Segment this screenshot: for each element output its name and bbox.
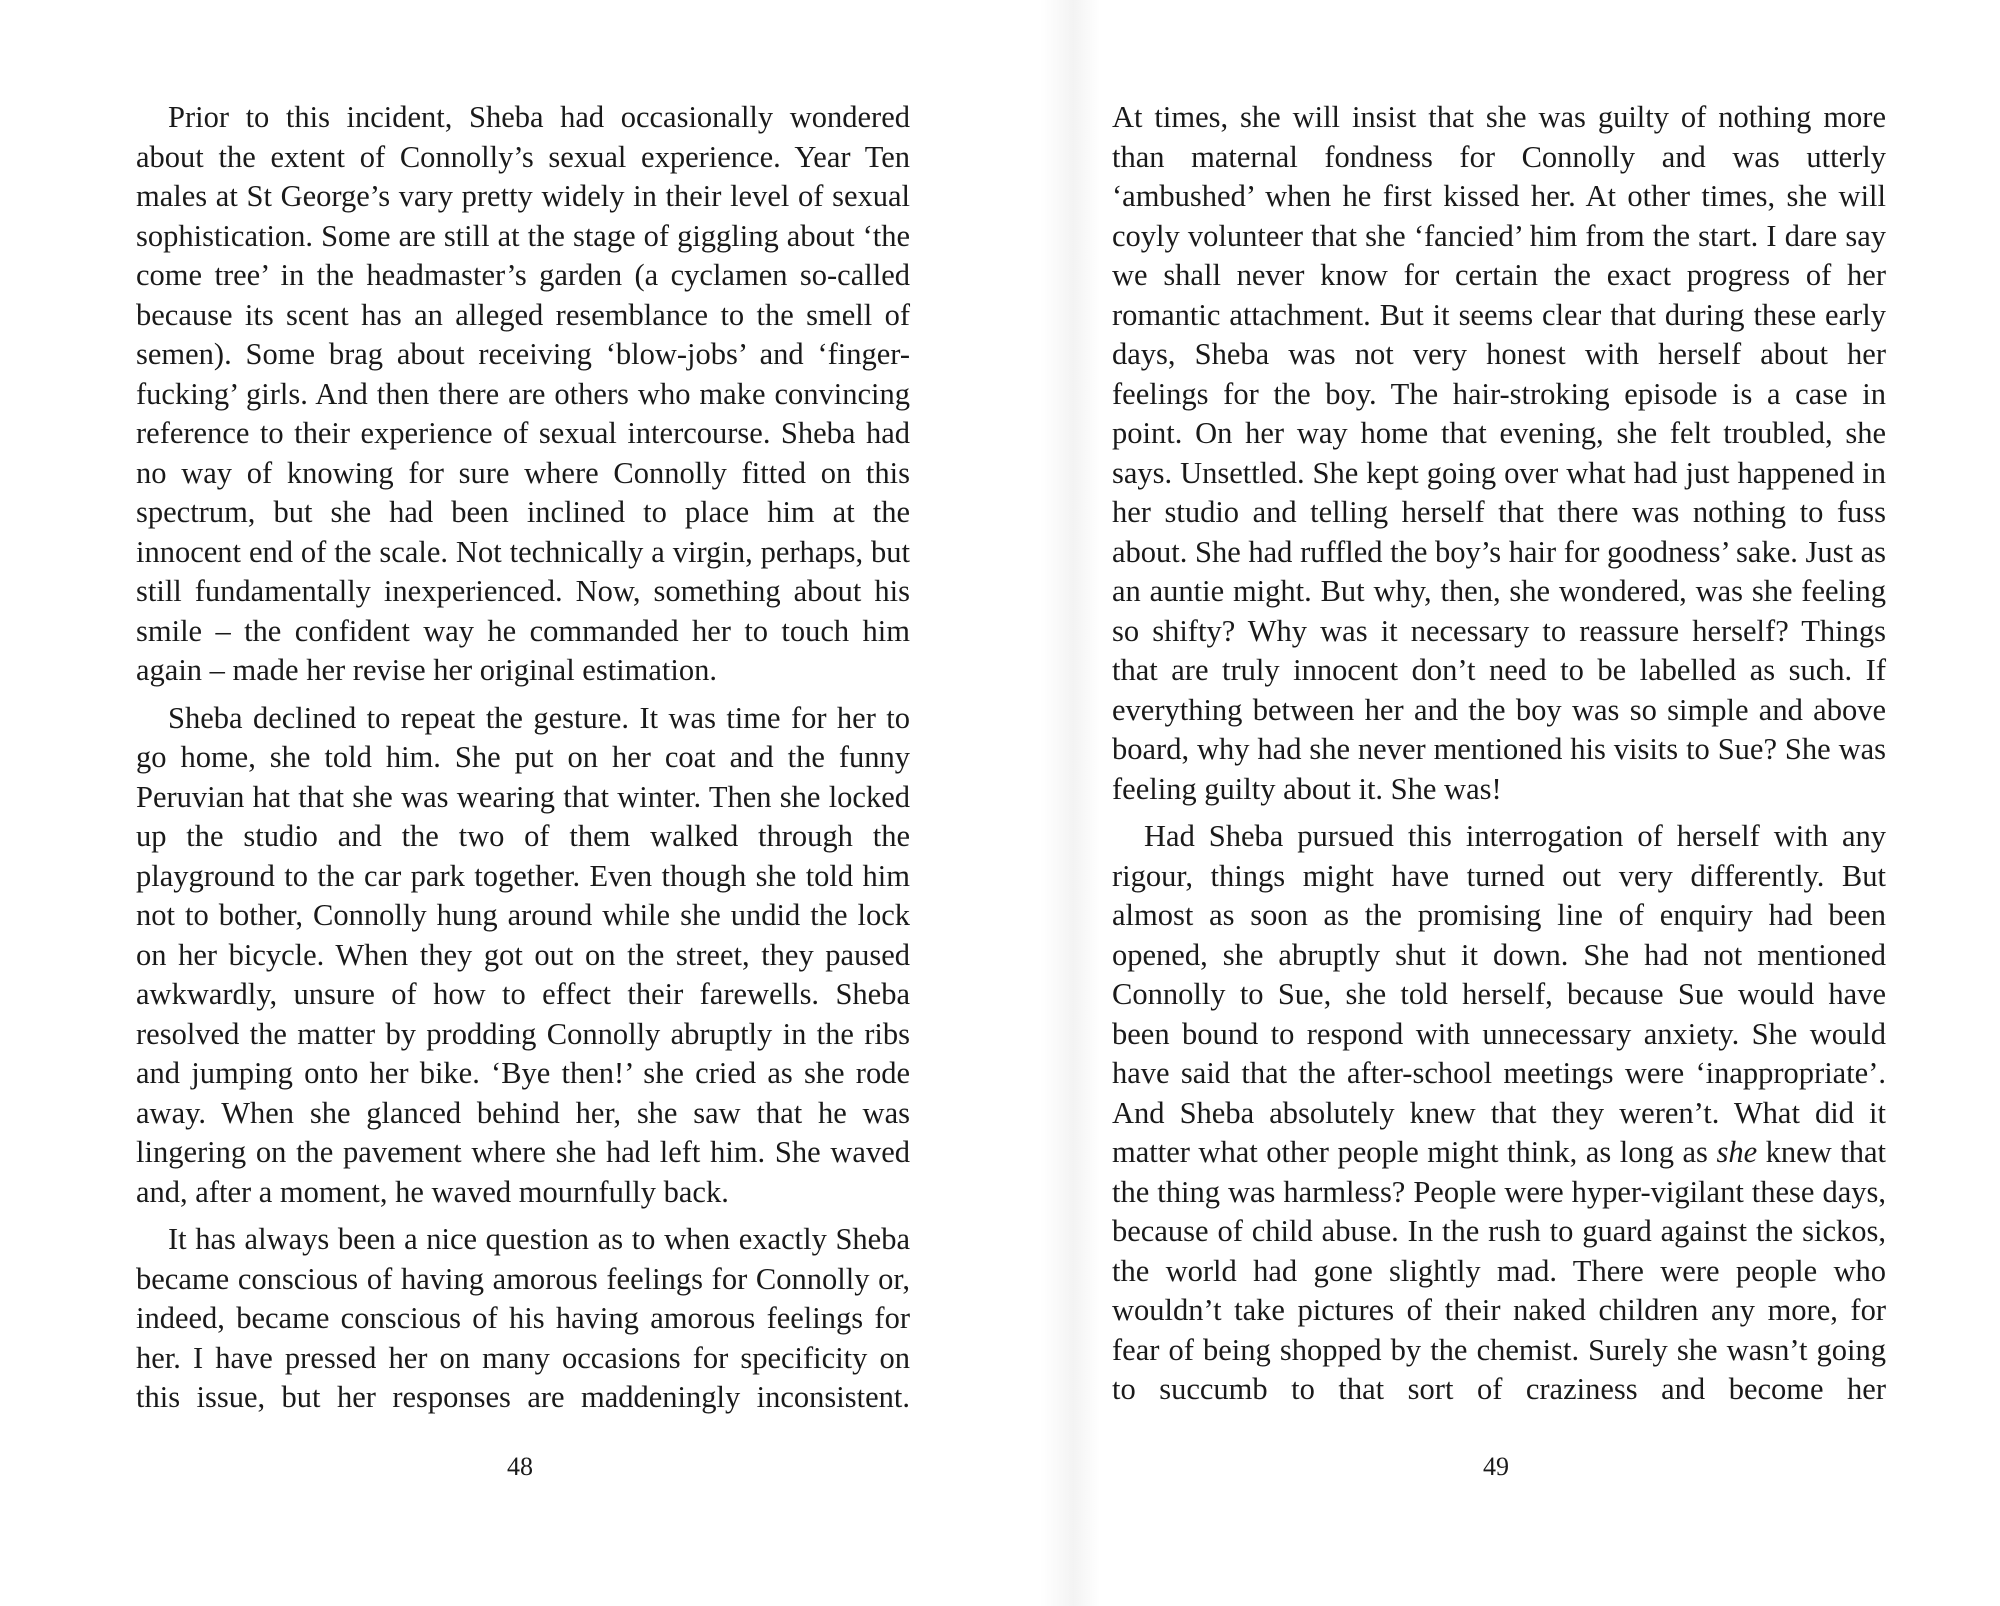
paragraph: At times, she will insist that she was guilty of nothing more than maternal fondness for Connolly and was utterly ‘ambushed’ when he first kissed her. At other times, she will coyly volunteer that she ‘fancied’ him from the start. I dare say we shall never know for certain the exact progress of her romantic attachment. But it seems clear that during these early days, Sheba was not very honest with herself about her feelings for the boy. The hair-stroking episode is a case in point. On her way home that evening, she felt troubled, she says. Unsettled. She kept going over what had just happened in her studio and telling herself that there was nothing to fuss about. She had ruffled the boy’s hair for goodness’ sake. Just as an auntie might. But why, then, she wondered, was she feeling so shifty? Why was it necessary to reassure herself? Things that are truly innocent don’t need to be labelled as such. If everything between her and the boy was so simple and above board, why had she never mentioned his visits to Sue? She was feeling guilty about it. She was! <box>1112 100 1886 806</box>
left-page <box>136 98 910 1426</box>
page-number-right: 49 <box>1483 1452 1509 1481</box>
paragraph: Prior to this incident, Sheba had occasionally wondered about the extent of Connolly’s sexual experience. Year Ten males at St George’s vary pretty widely in their level of sexual sophistication. Some are still at the stage of giggling about ‘the come tree’ in the headmaster’s garden (a cyclamen so-called because its scent has an alleged resemblance to the smell of semen). Some brag about receiving ‘blow-jobs’ and ‘finger-fucking’ girls. And then there are others who make convincing reference to their experience of sexual intercourse. Sheba had no way of knowing for sure where Connolly fitted on this spectrum, but she had been inclined to place him at the innocent end of the scale. Not technically a virgin, perhaps, but still fundamentally inexperienced. Now, something about his smile – the confident way he commanded her to touch him again – made her revise her original estimation. <box>136 100 910 687</box>
emphasis: she <box>1716 1135 1758 1169</box>
paragraph: Sheba declined to repeat the gesture. It was time for her to go home, she told him. She put on her coat and the funny Peruvian hat that she was wearing that winter. Then she locked up the studio and the two of them walked through the playground to the car park together. Even though she told him not to bother, Connolly hung around while she undid the lock on her bicycle. When they got out on the street, they paused awkwardly, unsure of how to effect their farewells. Sheba resolved the matter by prodding Connolly abruptly in the ribs and jumping onto her bike. ‘Bye then!’ she cried as she rode away. When she glanced behind her, she saw that he was lingering on the pavement where she had left him. She waved and, after a moment, he waved mournfully back. <box>136 700 910 1209</box>
paragraph: It has always been a nice question as to when exactly Sheba became conscious of having amorous feelings for Connolly or, indeed, became conscious of his having amorous feelings for her. I have pressed her on many occasions for specificity on this issue, but her responses are maddeningly inconsistent. <box>136 1222 910 1414</box>
text-run: knew that the thing was harmless? People were hyper-vigilant these days, because of child abuse. In the rush to guard against the sickos, the world had gone slightly mad. There were people who wouldn’t take pictures of their naked children any more, for fear of being shopped by the chemist. Surely she wasn’t going to succumb to that sort of craziness and become her <box>1112 1135 1886 1406</box>
right-page <box>1112 98 1886 1418</box>
right-page-text <box>1112 98 1886 1410</box>
left-page-text <box>136 98 910 1418</box>
paragraph <box>1112 817 1886 1410</box>
book-gutter <box>1040 0 1100 1606</box>
text-run: Had Sheba pursued this interrogation of herself with any rigour, things might have turned out very differently. But almost as soon as the promising line of enquiry had been opened, she abruptly shut it down. She had not mentioned Connolly to Sue, she told herself, because Sue would have been bound to respond with unnecessary anxiety. She would have said that the after-school meetings were ‘inappropriate’. And Sheba absolutely knew that they weren’t. What did it matter what other people might think, as long as <box>1112 819 1886 1169</box>
page-number-left: 48 <box>507 1452 533 1481</box>
